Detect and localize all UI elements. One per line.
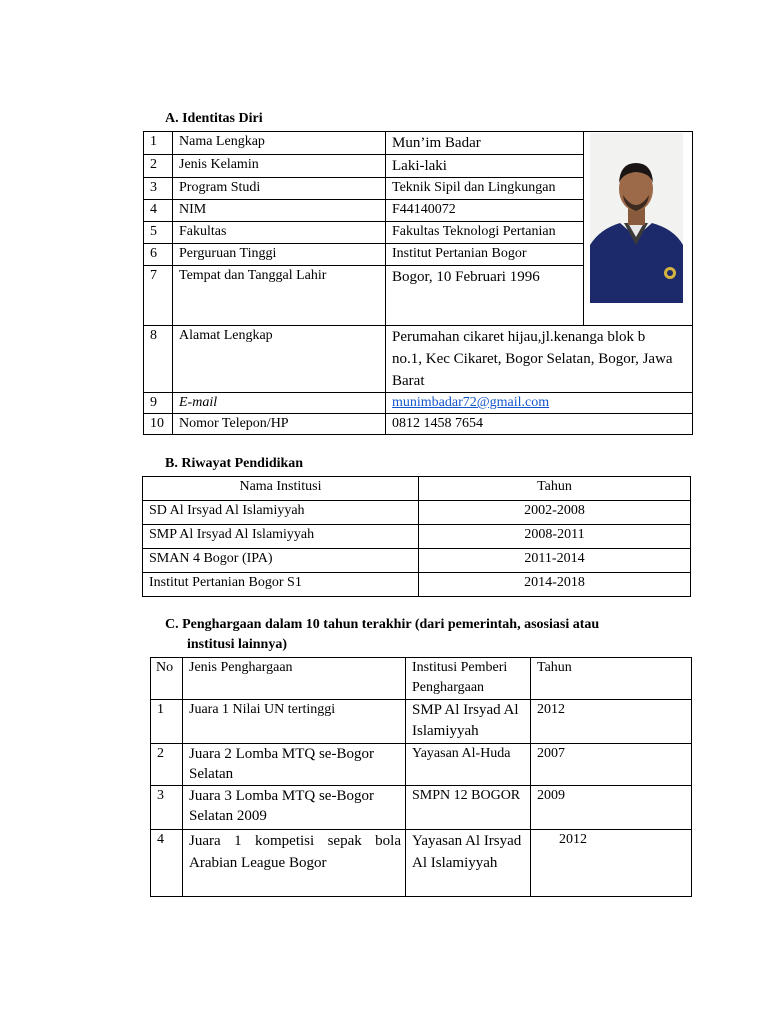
row-number: 5 bbox=[144, 222, 173, 244]
education-years: 2011-2014 bbox=[419, 549, 691, 573]
table-row bbox=[143, 549, 691, 573]
education-table bbox=[142, 476, 691, 597]
row-number: 1 bbox=[151, 700, 183, 744]
row-number: 8 bbox=[144, 326, 173, 393]
table-row bbox=[144, 414, 693, 435]
field-label: Nomor Telepon/HP bbox=[173, 414, 386, 435]
section-a-heading: A. Identitas Diri bbox=[165, 111, 263, 126]
award-name: Juara 1 Nilai UN tertinggi bbox=[183, 700, 406, 744]
row-number: 4 bbox=[144, 200, 173, 222]
table-row bbox=[151, 700, 692, 744]
row-number: 2 bbox=[151, 744, 183, 786]
table-row bbox=[151, 786, 692, 830]
email-link[interactable]: munimbadar72@gmail.com bbox=[392, 395, 550, 410]
field-label: Perguruan Tinggi bbox=[173, 244, 386, 266]
table-row bbox=[151, 744, 692, 786]
award-name: Juara 2 Lomba MTQ se-Bogor Selatan bbox=[183, 744, 406, 786]
column-header: Institusi Pemberi Penghargaan bbox=[406, 658, 531, 700]
row-number: 2 bbox=[144, 155, 173, 178]
section-c-heading: C. Penghargaan dalam 10 tahun terakhir (dari pemerintah, asosiasi atau bbox=[165, 617, 600, 632]
field-value: Teknik Sipil dan Lingkungan bbox=[386, 178, 584, 200]
table-row bbox=[144, 393, 693, 414]
field-value: Institut Pertanian Bogor bbox=[386, 244, 584, 266]
institution-name: SMAN 4 Bogor (IPA) bbox=[143, 549, 419, 573]
row-number: 9 bbox=[144, 393, 173, 414]
award-year: 2007 bbox=[531, 744, 692, 786]
column-header: Nama Institusi bbox=[143, 477, 419, 501]
row-number: 10 bbox=[144, 414, 173, 435]
row-number: 1 bbox=[144, 132, 173, 155]
table-row bbox=[144, 326, 693, 393]
row-number: 4 bbox=[151, 830, 183, 897]
section-b-heading: B. Riwayat Pendidikan bbox=[165, 456, 304, 471]
education-years: 2002-2008 bbox=[419, 501, 691, 525]
institution-name: SMP Al Irsyad Al Islamiyyah bbox=[143, 525, 419, 549]
row-number: 3 bbox=[144, 178, 173, 200]
person-photo-icon bbox=[590, 133, 683, 303]
field-value: Bogor, 10 Februari 1996 bbox=[386, 266, 584, 326]
award-institution: Yayasan Al-Huda bbox=[406, 744, 531, 786]
field-value: 0812 1458 7654 bbox=[386, 414, 693, 435]
award-institution: SMPN 12 BOGOR bbox=[406, 786, 531, 830]
table-row bbox=[143, 573, 691, 597]
table-header-row bbox=[143, 477, 691, 501]
field-value: Mun’im Badar bbox=[386, 132, 584, 155]
table-row bbox=[143, 525, 691, 549]
field-label: Tempat dan Tanggal Lahir bbox=[173, 266, 386, 326]
row-number: 7 bbox=[144, 266, 173, 326]
table-row bbox=[151, 830, 692, 897]
column-header: Jenis Penghargaan bbox=[183, 658, 406, 700]
field-value: Laki-laki bbox=[386, 155, 584, 178]
awards-table bbox=[150, 657, 692, 897]
award-name: Juara 3 Lomba MTQ se-Bogor Selatan 2009 bbox=[183, 786, 406, 830]
field-value: Perumahan cikaret hijau,jl.kenanga blok b no.1, Kec Cikaret, Bogor Selatan, Bogor, Jawa Barat bbox=[386, 326, 693, 393]
education-years: 2008-2011 bbox=[419, 525, 691, 549]
profile-photo bbox=[590, 133, 683, 303]
award-name: Juara 1 kompetisi sepak bola Arabian League Bogor bbox=[183, 830, 406, 897]
award-year: 2012 bbox=[531, 830, 692, 897]
column-header: Tahun bbox=[531, 658, 692, 700]
field-label: Alamat Lengkap bbox=[173, 326, 386, 393]
field-label: Program Studi bbox=[173, 178, 386, 200]
field-value: F44140072 bbox=[386, 200, 584, 222]
award-institution: Yayasan Al Irsyad Al Islamiyyah bbox=[406, 830, 531, 897]
field-label: NIM bbox=[173, 200, 386, 222]
award-year: 2009 bbox=[531, 786, 692, 830]
row-number: 6 bbox=[144, 244, 173, 266]
institution-name: SD Al Irsyad Al Islamiyyah bbox=[143, 501, 419, 525]
column-header: Tahun bbox=[419, 477, 691, 501]
row-number: 3 bbox=[151, 786, 183, 830]
award-institution: SMP Al Irsyad Al Islamiyyah bbox=[406, 700, 531, 744]
column-header: No bbox=[151, 658, 183, 700]
education-years: 2014-2018 bbox=[419, 573, 691, 597]
field-label: Fakultas bbox=[173, 222, 386, 244]
table-header-row bbox=[151, 658, 692, 700]
field-value: Fakultas Teknologi Pertanian bbox=[386, 222, 584, 244]
field-label: Jenis Kelamin bbox=[173, 155, 386, 178]
section-c-heading-continued: institusi lainnya) bbox=[187, 637, 287, 652]
table-row bbox=[143, 501, 691, 525]
field-label: Nama Lengkap bbox=[173, 132, 386, 155]
institution-name: Institut Pertanian Bogor S1 bbox=[143, 573, 419, 597]
field-label: E-mail bbox=[173, 393, 386, 414]
award-year: 2012 bbox=[531, 700, 692, 744]
